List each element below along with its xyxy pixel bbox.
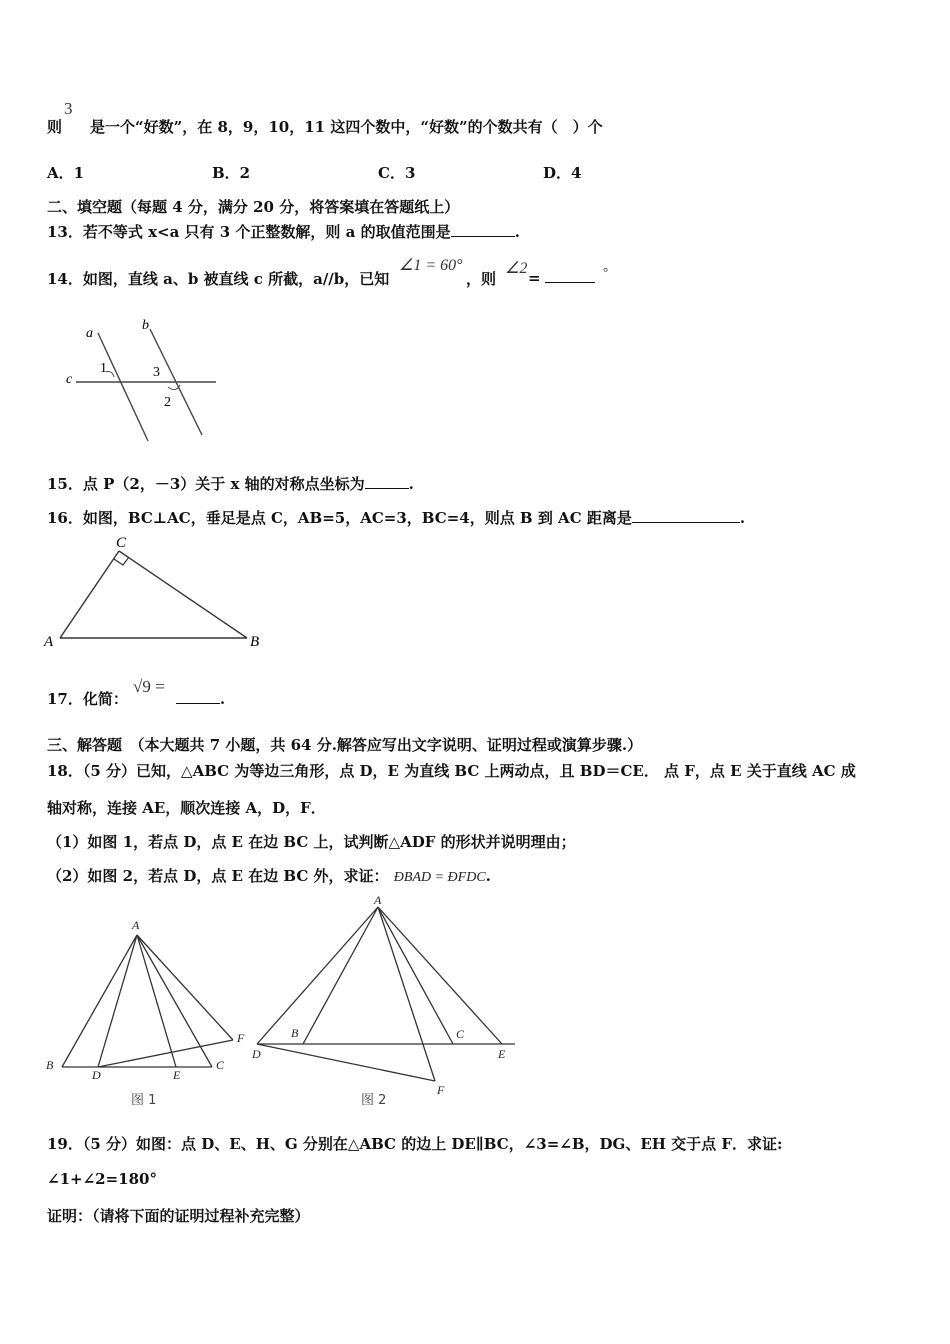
q12-superscript: 3 [64, 99, 73, 118]
q14 [47, 268, 389, 289]
fig2-label-e: E [498, 1047, 506, 1061]
side-cb [119, 551, 247, 638]
fig1-label-e: E [173, 1068, 181, 1082]
q19-line-3: 证明：（请将下面的证明过程补充完整） [47, 1207, 310, 1225]
fig2-label-d: D [252, 1047, 261, 1061]
label-a: a [86, 326, 93, 341]
fig1-af [137, 935, 233, 1040]
q14-ask-angle: ∠2 [505, 260, 528, 277]
q19-line-2: ∠1+∠2=180° [47, 1170, 157, 1188]
label-2: 2 [164, 395, 171, 410]
q19-line-1: 19．（5 分）如图：点 D、E、H、G 分别在△ABC 的边上 DE∥BC，∠3=∠B，DG、EH 交于点 F．求证: [47, 1135, 783, 1153]
fig2-ab [303, 907, 378, 1044]
q16-end: . [739, 509, 746, 527]
q16-figure [40, 532, 270, 652]
vertex-c: C [116, 535, 127, 551]
fig2-label-b: B [291, 1026, 299, 1040]
q18-part-2-end: . [485, 867, 491, 885]
q13-end: . [514, 223, 520, 241]
q15-answer-blank[interactable] [365, 474, 409, 489]
q17-expression: √9 = [133, 677, 165, 696]
fig1-label-c: C [216, 1058, 225, 1072]
q14-answer [528, 268, 595, 287]
q12-text: 是一个“好数”，在 8，9，10，11 这四个数中，“好数”的个数共有（ ）个 [90, 118, 603, 136]
q15-end: . [408, 475, 414, 493]
fig1-label-d: D [92, 1068, 101, 1082]
q14-answer-blank[interactable] [545, 268, 595, 283]
q14-eq: = [528, 269, 541, 287]
q12-stem [47, 116, 603, 137]
q18-line-1: 18．（5 分）已知，△ABC 为等边三角形，点 D，E 为直线 BC 上两动点，且 BD＝CE． 点 F，点 E 关于直线 AC 成 [47, 762, 856, 780]
fig1-label-f: F [237, 1031, 245, 1045]
fig2-ad [257, 907, 378, 1044]
q16 [47, 507, 745, 528]
line-a [98, 333, 148, 441]
fig1-ac [137, 935, 212, 1067]
q14-given-angle: ∠1 = 60° [399, 257, 463, 274]
q12-prefix: 则 [47, 118, 63, 136]
q18-part-2-text: （2）如图 2，若点 D，点 E 在边 BC 外，求证： [47, 867, 389, 885]
q17-end: . [219, 690, 226, 708]
q17-text: 17．化简： [47, 690, 128, 708]
q16-text: 16．如图，BC⊥AC，垂足是点 C，AB=5，AC=3，BC=4，则点 B 到 AC 距离是 [47, 509, 632, 527]
angle-1-arc [106, 372, 114, 377]
q18-figure-1-caption: 图 1 [131, 1093, 157, 1108]
fig2-label-f: F [437, 1083, 445, 1097]
right-angle-mark [114, 557, 129, 565]
q18-figure-2 [245, 893, 525, 1098]
label-1: 1 [100, 361, 107, 376]
q18-figure-2-caption: 图 2 [361, 1093, 387, 1108]
q18-figure-1 [40, 915, 255, 1090]
fig1-label-a: A [132, 918, 140, 932]
vertex-a: A [44, 634, 54, 650]
q14-rest [466, 268, 496, 289]
q14-degree-unit: ° [603, 264, 609, 279]
q17-answer-blank[interactable] [176, 689, 220, 704]
q14-figure [60, 315, 230, 450]
vertex-b: B [250, 634, 260, 650]
fig1-ae [137, 935, 176, 1067]
q13-text: 13．若不等式 x<a 只有 3 个正整数解，则 a 的取值范围是 [47, 223, 451, 241]
fig1-ad [98, 935, 137, 1067]
fig2-label-a: A [374, 893, 382, 907]
q14-mid: ，则 [466, 270, 497, 288]
label-c: c [66, 372, 73, 387]
section-3-title: 三、解答题 （本大题共 7 小题，共 64 分.解答应写出文字说明、证明过程或演算步骤.） [47, 736, 643, 754]
fig1-df [98, 1040, 233, 1067]
label-3: 3 [153, 365, 160, 380]
side-ac [60, 551, 119, 638]
fig2-label-c: C [456, 1027, 465, 1041]
q18-part-1: （1）如图 1，若点 D，点 E 在边 BC 上，试判断△ADF 的形状并说明理由； [47, 833, 576, 851]
fig2-ae [378, 907, 502, 1044]
q18-line-2: 轴对称，连接 AE，顺次连接 A，D，F． [47, 799, 326, 817]
q12-option-a: A．1 [47, 164, 85, 182]
q15 [47, 473, 414, 494]
q15-text: 15．点 P（2，－3）关于 x 轴的对称点坐标为 [47, 475, 365, 493]
fig2-df [257, 1044, 435, 1081]
q12-option-b: B．2 [212, 164, 251, 182]
q18-part-2 [47, 865, 491, 886]
section-2-title: 二、填空题（每题 4 分，满分 20 分，将答案填在答题纸上） [47, 198, 460, 216]
q13-answer-blank[interactable] [451, 222, 515, 237]
label-b: b [142, 318, 149, 333]
q14-prefix: 14．如图，直线 a、b 被直线 c 所截，a//b，已知 [47, 270, 390, 288]
q16-answer-blank[interactable] [632, 508, 740, 523]
fig1-ab [62, 935, 137, 1067]
q18-part-2-expr: ÐBAD = ÐFDC [393, 870, 486, 885]
q13 [47, 221, 520, 242]
q12-option-d: D．4 [543, 164, 582, 182]
q12-option-c: C．3 [378, 164, 416, 182]
fig2-af [378, 907, 435, 1081]
fig1-label-b: B [46, 1058, 54, 1072]
